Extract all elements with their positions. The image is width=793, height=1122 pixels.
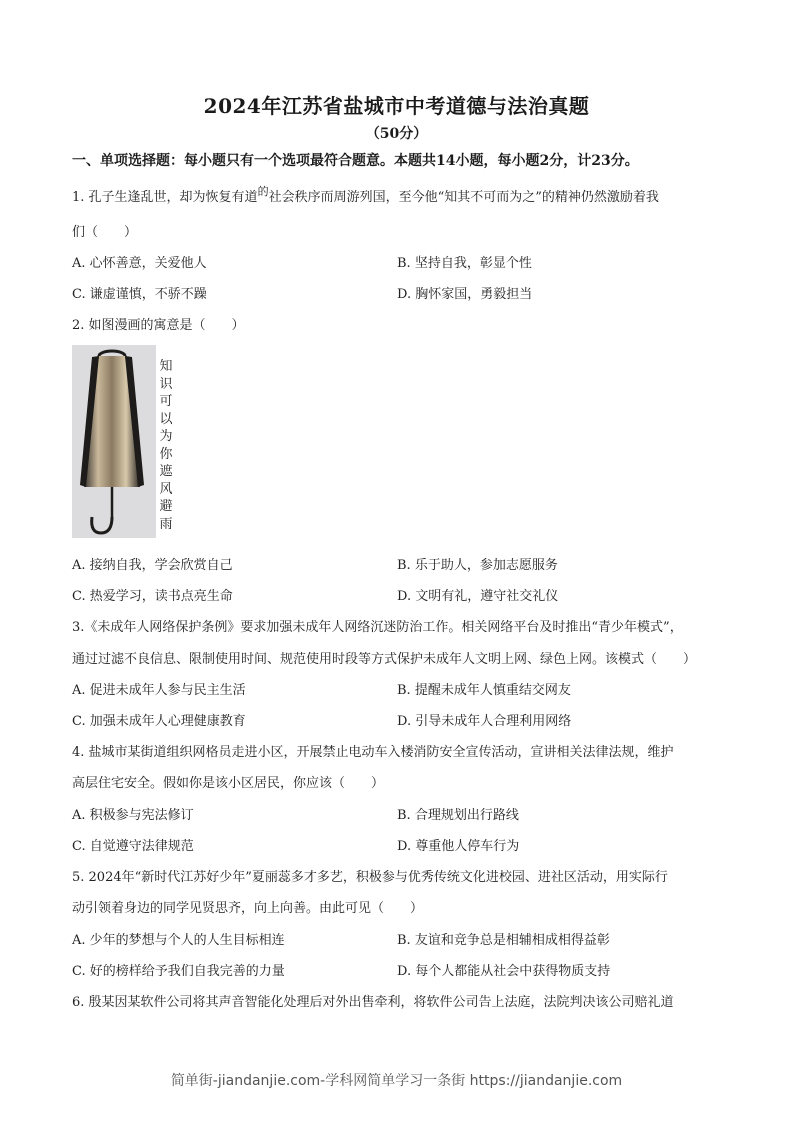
- option-b[interactable]: B. 提醒未成年人慎重结交网友: [397, 683, 571, 698]
- question-3-line-2: 通过过滤不良信息、限制使用时间、规范使用时段等方式保护未成年人文明上网、绿色上网。该模式（ ）: [72, 652, 697, 667]
- cartoon-caption: [158, 358, 174, 533]
- page-title: 2024年江苏省盐城市中考道德与法治真题: [203, 94, 590, 118]
- option-b[interactable]: B. 坚持自我，彰显个性: [397, 256, 532, 271]
- caption-char: 避: [159, 499, 173, 514]
- caption-char: 风: [159, 481, 173, 497]
- question-text: 孔子生逢乱世，却为恢复有道: [88, 190, 258, 205]
- superscript-char: 的: [257, 185, 269, 198]
- question-1-line-1: [72, 186, 659, 205]
- question-4-line-1: 4. 盐城市某街道组织网格员走进小区，开展禁止电动车入楼消防安全宣传活动，宣讲相关法律法规，维护: [72, 745, 674, 760]
- option-b[interactable]: B. 乐于助人，参加志愿服务: [397, 558, 558, 573]
- question-1-line-2: 们（ ）: [72, 225, 138, 240]
- option-d[interactable]: D. 每个人都能从社会中获得物质支持: [397, 964, 611, 979]
- caption-char: 以: [159, 411, 173, 427]
- caption-char: 识: [159, 376, 173, 392]
- option-a[interactable]: A. 少年的梦想与个人的人生目标相连: [72, 933, 285, 948]
- caption-char: 雨: [159, 516, 173, 532]
- option-a[interactable]: A. 心怀善意，关爱他人: [72, 256, 207, 271]
- section-heading: 一、单项选择题：每小题只有一个选项最符合题意。本题共14小题，每小题2分，计23分。: [72, 153, 639, 169]
- option-d[interactable]: D. 尊重他人停车行为: [397, 839, 520, 854]
- question-number: 1.: [72, 190, 85, 205]
- option-a[interactable]: A. 接纳自我，学会欣赏自己: [72, 558, 233, 573]
- option-c[interactable]: C. 热爱学习，读书点亮生命: [72, 589, 233, 604]
- option-c[interactable]: C. 谦虚谨慎，不骄不躁: [72, 287, 207, 302]
- caption-char: 知: [159, 359, 173, 374]
- option-b[interactable]: B. 友谊和竞争总是相辅相成相得益彰: [397, 933, 610, 948]
- question-5-line-1: 5. 2024年“新时代江苏好少年”夏丽蕊多才多艺，积极参与优秀传统文化进校园、进社区活动，用实际行: [72, 870, 668, 885]
- total-score: （50分）: [365, 126, 428, 142]
- umbrella-book-cartoon-icon: [72, 345, 156, 538]
- caption-char: 可: [159, 394, 173, 409]
- question-3-line-1: 3.《未成年人网络保护条例》要求加强未成年人网络沉迷防治工作。相关网络平台及时推出“青少年模式”，: [72, 620, 683, 635]
- option-c[interactable]: C. 自觉遵守法律规范: [72, 839, 194, 854]
- option-d[interactable]: D. 文明有礼，遵守社交礼仪: [397, 589, 559, 604]
- option-a[interactable]: A. 促进未成年人参与民主生活: [72, 683, 246, 698]
- option-d[interactable]: D. 引导未成年人合理利用网络: [397, 714, 572, 729]
- caption-char: 为: [159, 429, 173, 444]
- question-5-line-2: 动引领着身边的同学见贤思齐，向上向善。由此可见（ ）: [72, 901, 424, 916]
- question-6-line-1: 6. 殷某因某软件公司将其声音智能化处理后对外出售牵利，将软件公司告上法庭，法院判决该公司赔礼道: [72, 995, 674, 1010]
- option-a[interactable]: A. 积极参与宪法修订: [72, 808, 194, 823]
- caption-char: 你: [159, 446, 173, 462]
- option-c[interactable]: C. 加强未成年人心理健康教育: [72, 714, 246, 729]
- page-footer: 简单街-jiandanjie.com-学科网简单学习一条街 https://jiandanjie.com: [170, 1073, 623, 1089]
- option-d[interactable]: D. 胸怀家国，勇毅担当: [397, 287, 533, 302]
- option-b[interactable]: B. 合理规划出行路线: [397, 808, 519, 823]
- question-2-line-1: 2. 如图漫画的寓意是（ ）: [72, 318, 245, 333]
- caption-char: 遮: [159, 464, 173, 479]
- question-text: 社会秩序而周游列国，至今他“知其不可而为之”的精神仍然激励着我: [268, 190, 659, 205]
- option-c[interactable]: C. 好的榜样给予我们自我完善的力量: [72, 964, 285, 979]
- question-4-line-2: 高层住宅安全。假如你是该小区居民，你应该（ ）: [72, 776, 385, 791]
